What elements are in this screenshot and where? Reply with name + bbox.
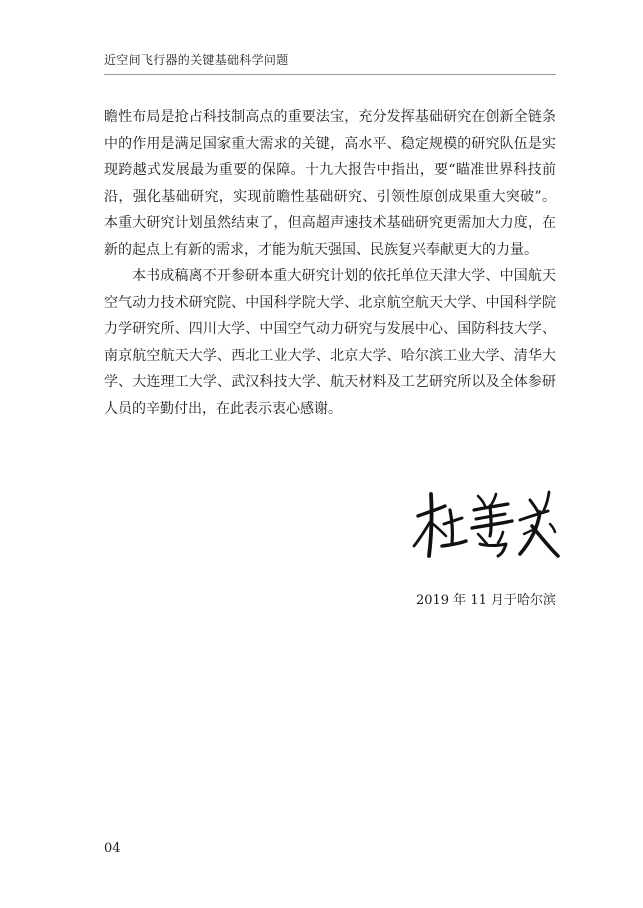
page-number: 04 [104,841,121,856]
body-text [104,104,556,422]
running-head: 近空间飞行器的关键基础科学问题 [104,53,289,67]
handwritten-signature [412,486,562,564]
header-rule [104,74,556,75]
signature-date-place: 2019 年 11 月于哈尔滨 [415,593,556,608]
paragraph-continued: 瞻性布局是抢占科技制高点的重要法宝，充分发挥基础研究在创新全链条中的作用是满足国家重大需求的关键，高水平、稳定规模的研究队伍是实现跨越式发展最为重要的保障。十九大报告中指出，要“瞄准世界科技前沿，强化基础研究，实现前瞻性基础研究、引领性原创成果重大突破”。本重大研究计划虽然结束了，但高超声速技术基础研究更需加大力度，在新的起点上有新的需求，才能为航天强国、民族复兴奉献更大的力量。 [104,109,556,258]
paragraph-acknowledgement: 本书成稿离不开参研本重大研究计划的依托单位天津大学、中国航天空气动力技术研究院、中国科学院大学、北京航空航天大学、中国科学院力学研究所、四川大学、中国空气动力研究与发展中心、国防科技大学、南京航空航天大学、西北工业大学、北京大学、哈尔滨工业大学、清华大学、大连理工大学、武汉科技大学、航天材料及工艺研究所以及全体参研人员的辛勤付出，在此表示衷心感谢。 [104,268,556,417]
